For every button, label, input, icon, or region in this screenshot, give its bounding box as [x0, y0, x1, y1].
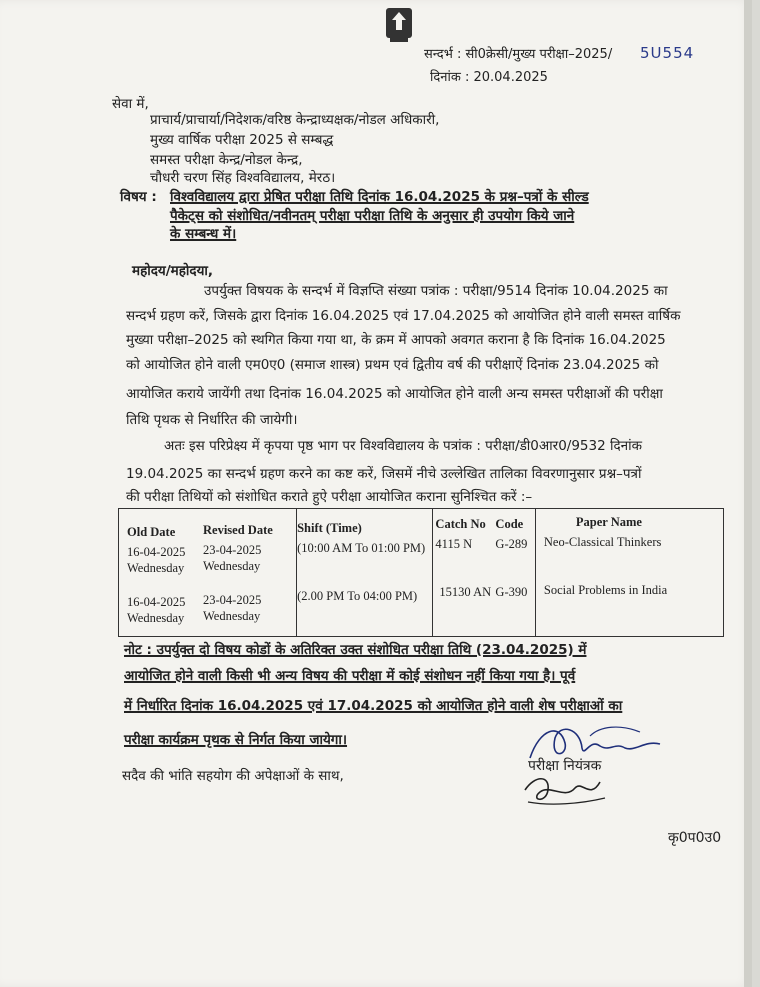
table-row-shift: (10:00 AM To 01:00 PM): [297, 541, 426, 555]
table-row-shift: (2.00 PM To 04:00 PM): [297, 589, 418, 603]
note-line: में निर्धारित दिनांक 16.04.2025 एवं 17.04.2025 को आयोजित होने वाली शेष परीक्षाओं का: [124, 698, 623, 714]
table-row-catch-no: 15130 AN: [439, 585, 492, 599]
page-edge-shadow: [744, 0, 752, 987]
body-line: 19.04.2025 का सन्दर्भ ग्रहण करने का कष्ट करें, जिसमें नीचे उल्लेखित तालिका विवरणानुसार प्रश्न–पत्रों: [126, 466, 642, 482]
body-line: आयोजित कराये जायेंगी तथा दिनांक 16.04.2025 को आयोजित होने वाली अन्य समस्त परीक्षाओं की परीक्षा: [126, 386, 663, 402]
table-row-code: G-289: [495, 537, 528, 551]
letter-date: दिनांक : 20.04.2025: [430, 70, 548, 85]
header-code: Code: [495, 517, 524, 531]
table-row-old-day: Wednesday: [127, 611, 185, 625]
footer-code: कृ0प0उ0: [668, 830, 722, 846]
body-line: को आयोजित होने वाली एम0ए0 (समाज शास्त्र) प्रथम एवं द्वितीय वर्ष की परीक्षाऐं दिनांक 23.04.2025 को: [126, 357, 659, 373]
subject-line: पैकेट्स को संशोधित/नवीनतम् परीक्षा परीक्षा तिथि के अनुसार ही उपयोग किये जाने: [170, 208, 575, 224]
catch-code-cell: [433, 509, 535, 637]
body-line: सन्दर्भ ग्रहण करें, जिसके द्वारा दिनांक 16.04.2025 एवं 17.04.2025 को आयोजित होने वाली समस्त वार्षिक: [126, 308, 681, 324]
table-row-paper-name: Neo-Classical Thinkers: [543, 535, 662, 549]
subject-label: विषय :: [120, 189, 157, 205]
paper-name-cell: [535, 509, 723, 637]
header-paper-name: Paper Name: [575, 515, 642, 529]
controller-designation: परीक्षा नियंत्रक: [528, 758, 602, 774]
table-row-revised-date: 23-04-2025: [203, 593, 262, 607]
addressee-line: मुख्य वार्षिक परीक्षा 2025 से सम्बद्ध: [150, 132, 334, 148]
old-and-revised-date-cell: [119, 509, 297, 637]
table-row-revised-date: 23-04-2025: [203, 543, 262, 557]
table-row-paper-name: Social Problems in India: [543, 583, 668, 597]
body-line: तिथि पृथक से निर्धारित की जायेगी।: [126, 412, 298, 428]
handwritten-reference: 5U554: [640, 44, 695, 62]
addressee-line: प्राचार्य/प्राचार्या/निदेशक/वरिष्ठ केन्द्राध्यक्षक/नोडल अधिकारी,: [150, 112, 440, 128]
header-revised-date: Revised Date: [203, 523, 273, 537]
note-line: नोट : उपर्युक्त दो विषय कोडों के अतिरिक्त उक्त संशोधित परीक्षा तिथि (23.04.2025) में: [124, 642, 587, 658]
note-line: आयोजित होने वाली किसी भी अन्य विषय की परीक्षा में कोई संशोधन नहीं किया गया है। पूर्व: [124, 668, 576, 684]
table-row-old-date: 16-04-2025: [127, 545, 186, 559]
table-row-code: G-390: [495, 585, 528, 599]
reference-number: सन्दर्भ : सी0क्रेसी/मुख्य परीक्षा–2025/: [424, 47, 613, 62]
header-catch-no: Catch No: [435, 517, 486, 531]
salutation: महोदय/महोदया,: [132, 263, 214, 279]
addressee-line: समस्त परीक्षा केन्द्र/नोडल केन्द्र,: [150, 152, 303, 168]
body-line: मुख्या परीक्षा–2025 को स्थगित किया गया था, के क्रम में आपको अवगत कराना है कि दिनांक 16.04.2025: [126, 332, 666, 348]
table-row-old-date: 16-04-2025: [127, 595, 186, 609]
university-emblem-icon: [384, 6, 414, 44]
body-line: की परीक्षा तिथियों को संशोधित कराते हुऐ परीक्षा आयोजित कराना सुनिश्चित करें :–: [126, 489, 533, 505]
closing-regards: सदैव की भांति सहयोग की अपेक्षाओं के साथ,: [122, 768, 344, 784]
table-row-revised-day: Wednesday: [203, 559, 261, 573]
revised-schedule-table: [118, 508, 724, 637]
body-line: उपर्युक्त विषयक के सन्दर्भ में विज्ञप्ति संख्या पत्रांक : परीक्षा/9514 दिनांक 10.04.2025 का: [204, 283, 668, 299]
note-line: परीक्षा कार्यक्रम पृथक से निर्गत किया जायेगा।: [124, 732, 348, 748]
subject-line: विश्वविद्यालय द्वारा प्रेषित परीक्षा तिथि दिनांक 16.04.2025 के प्रश्न–पत्रों के सील्ड: [170, 189, 589, 205]
table-row-old-day: Wednesday: [127, 561, 185, 575]
addressee-line: चौधरी चरण सिंह विश्वविद्यालय, मेरठ।: [150, 170, 336, 186]
header-old-date: Old Date: [127, 525, 176, 539]
addressee-greeting: सेवा में,: [112, 96, 149, 112]
header-shift: Shift (Time): [297, 521, 362, 535]
body-line: अतः इस परिप्रेक्ष्य में कृपया पृष्ठ भाग पर विश्वविद्यालय के पत्रांक : परीक्षा/डी0आर0/9532 दिनांक: [164, 438, 642, 454]
subject-line: के सम्बन्ध में।: [170, 226, 237, 242]
table-row-catch-no: 4115 N: [435, 537, 473, 551]
initials-signature-icon: [520, 770, 610, 810]
table-row-revised-day: Wednesday: [203, 609, 261, 623]
shift-cell: [297, 509, 433, 637]
